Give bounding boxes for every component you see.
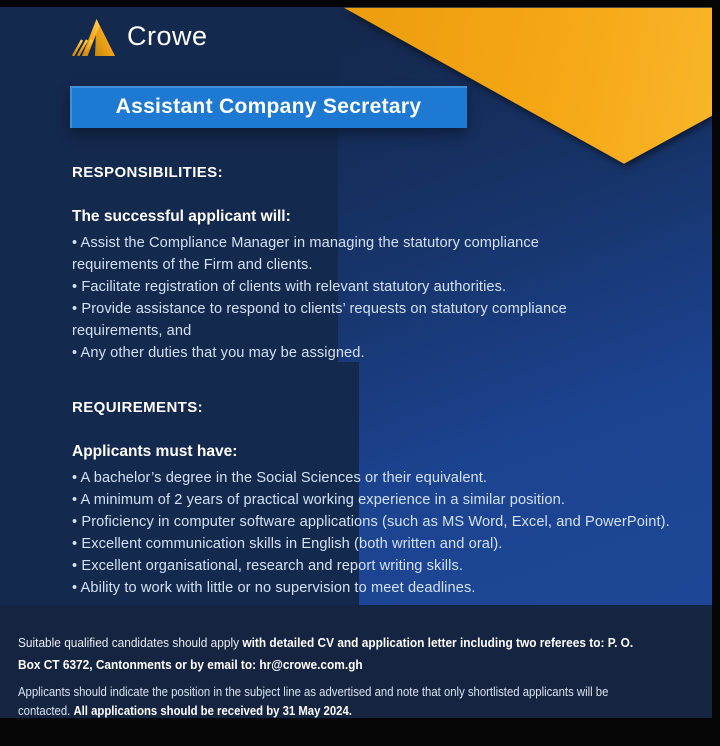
bullet-line: • Excellent organisational, research and report writing skills. — [72, 558, 464, 574]
bullet-line: • Assist the Compliance Manager in managing the statutory compliance — [72, 235, 539, 251]
footer-text-segment: Suitable qualified candidates should apply — [18, 635, 243, 650]
bullet-list — [72, 467, 712, 599]
poster-background — [0, 7, 712, 718]
letterbox-right — [712, 0, 720, 746]
letterbox-top — [0, 0, 720, 7]
bullet-line: • Excellent communication skills in English (both written and oral). — [72, 536, 503, 552]
bullet-line: • Facilitate registration of clients with relevant statutory authorities. — [72, 279, 507, 295]
section-heading: REQUIREMENTS: — [72, 399, 204, 416]
crowe-logo — [70, 14, 208, 58]
section-intro: The successful applicant will: — [72, 208, 291, 225]
footer-text-segment: contacted. — [18, 703, 74, 718]
bullet-line: • Ability to work with little or no supervision to meet deadlines. — [72, 580, 476, 596]
footer-line — [18, 632, 641, 654]
brand-name: Crowe — [127, 20, 208, 51]
footer-line — [18, 702, 641, 719]
footer-text-segment: Applicants should indicate the position in the subject line as advertised and note that only shortlisted applicants will be — [18, 685, 609, 699]
bullet-line: requirements of the Firm and clients. — [72, 257, 313, 273]
requirements-section — [72, 399, 712, 599]
letterbox-bottom — [0, 718, 720, 746]
bullet-list — [72, 232, 712, 364]
bullet-line: • Proficiency in computer software applications (such as MS Word, Excel, and PowerPoint). — [72, 514, 670, 530]
section-intro: Applicants must have: — [72, 443, 238, 460]
footer-bold-text: with detailed CV and application letter including two referees to: P. O. — [242, 635, 634, 650]
footer-bold-text: All applications should be received by 31 May 2024. — [73, 703, 352, 718]
application-footer — [0, 605, 712, 718]
section-heading: RESPONSIBILITIES: — [72, 164, 223, 181]
bullet-line: requirements, and — [72, 323, 192, 339]
footer-line — [18, 654, 641, 676]
application-instructions — [0, 605, 641, 718]
footer-bold-text: Box CT 6372, Cantonments or by email to: hr@crowe.com.gh — [18, 657, 363, 672]
bullet-line: • A bachelor’s degree in the Social Sciences or their equivalent. — [72, 470, 488, 486]
crowe-peak-icon — [70, 16, 116, 56]
bullet-line: • Any other duties that you may be assigned. — [72, 345, 365, 361]
job-title-banner — [70, 86, 467, 128]
responsibilities-section — [72, 164, 712, 364]
job-title: Assistant Company Secretary — [115, 95, 422, 118]
footer-line — [18, 683, 641, 702]
bullet-line: • A minimum of 2 years of practical working experience in a similar position. — [72, 492, 565, 508]
bullet-line: • Provide assistance to respond to clients’ requests on statutory compliance — [72, 301, 567, 317]
